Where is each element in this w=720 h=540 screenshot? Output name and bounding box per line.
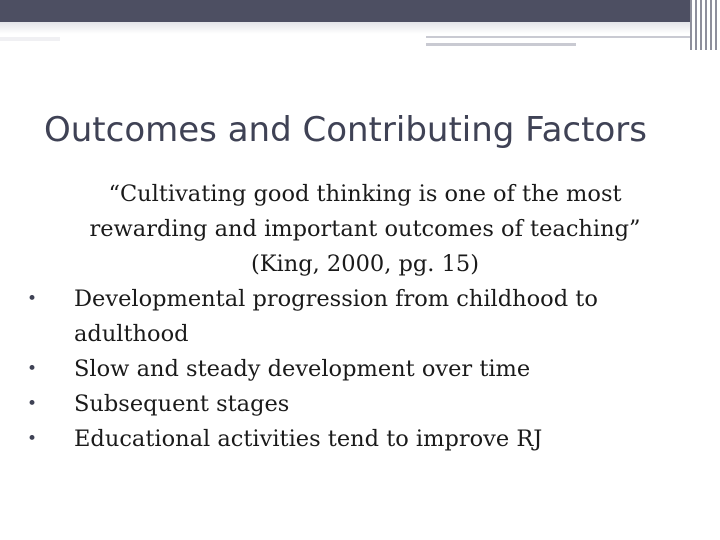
slide-body [24,177,684,457]
banner-accent-line [426,43,576,46]
bullet-item [24,352,684,387]
banner-stripes [690,0,720,50]
bullet-icon: • [27,429,38,449]
bullet-icon: • [27,289,38,309]
bullet-text: Educational activities tend to improve RJ [74,426,543,452]
banner-shadow [0,22,720,34]
bullet-text: Subsequent stages [74,391,290,417]
bullet-item [24,422,684,457]
quote [24,177,684,282]
bullet-text: Slow and steady development over time [74,356,531,382]
banner-accent-line [426,36,690,38]
quote-line: “Cultivating good thinking is one of the most [108,181,622,207]
bullet-item [24,387,684,422]
bullet-icon: • [27,359,38,379]
bullet-list [24,282,684,457]
quote-citation: (King, 2000, pg. 15) [250,251,480,277]
bullet-item [24,282,684,352]
bullet-text: Developmental progression from childhood to [74,286,598,312]
banner-accent-block [0,37,60,41]
bullet-icon: • [27,394,38,414]
top-banner [0,0,720,22]
quote-line: rewarding and important outcomes of teaching” [89,216,641,242]
bullet-text: adulthood [74,321,189,347]
slide-title: Outcomes and Contributing Factors [44,110,647,150]
